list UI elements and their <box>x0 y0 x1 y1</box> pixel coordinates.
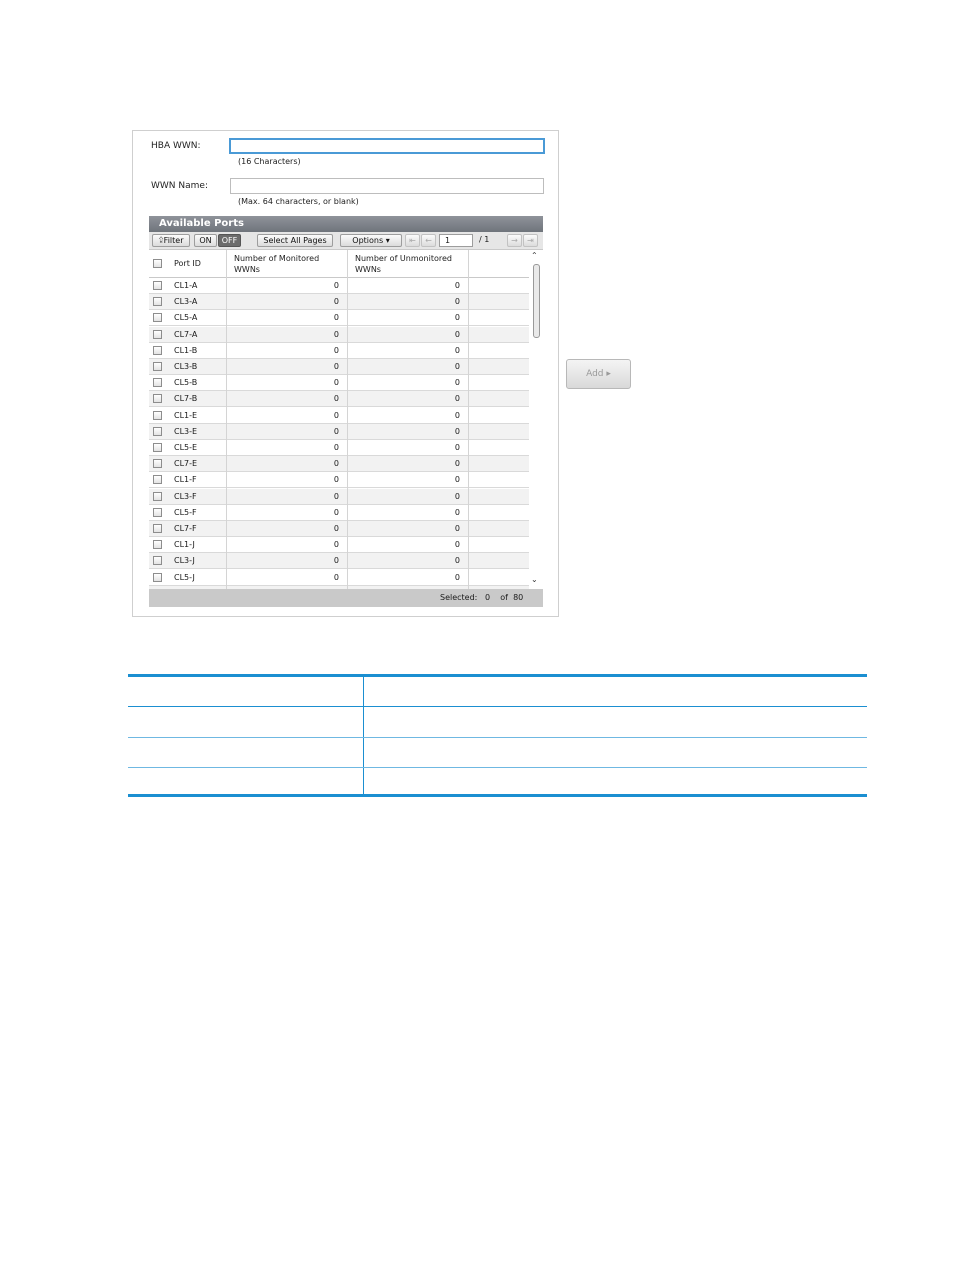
add-wwn-panel <box>132 130 559 617</box>
table-row[interactable] <box>149 537 529 553</box>
hba-wwn-label: HBA WWN: <box>151 141 201 151</box>
table-row[interactable] <box>149 489 529 505</box>
table-row[interactable] <box>149 294 529 310</box>
unmonitored-wwns-cell: 0 <box>454 443 460 452</box>
row-checkbox[interactable] <box>153 508 162 517</box>
unmonitored-wwns-cell: 0 <box>454 540 460 550</box>
table-row[interactable] <box>149 408 529 424</box>
monitored-wwns-cell: 0 <box>333 556 339 566</box>
row-checkbox[interactable] <box>153 427 162 436</box>
table-row[interactable] <box>149 456 529 472</box>
row-checkbox[interactable] <box>153 540 162 549</box>
wwn-name-label: WWN Name: <box>151 181 208 191</box>
unmonitored-wwns-cell: 0 <box>454 426 460 436</box>
port-id-cell: CL5-B <box>174 378 198 388</box>
selected-value: 0 <box>485 593 491 602</box>
add-button[interactable] <box>566 359 631 389</box>
monitored-wwns-cell: 0 <box>333 426 339 436</box>
description-table <box>128 674 867 797</box>
table-row[interactable] <box>149 472 529 488</box>
monitored-wwns-cell: 0 <box>333 459 339 469</box>
table-row[interactable] <box>149 310 529 326</box>
table-row-divider <box>128 737 867 738</box>
wwn-name-hint: (Max. 64 characters, or blank) <box>238 197 359 206</box>
monitored-wwns-cell: 0 <box>333 410 339 420</box>
port-id-cell: CL5-A <box>174 313 198 323</box>
table-row[interactable] <box>149 570 529 586</box>
wwn-name-input[interactable] <box>230 178 544 194</box>
monitored-wwns-cell: 0 <box>333 297 339 307</box>
monitored-wwns-cell: 0 <box>333 491 339 501</box>
column-port-id[interactable]: Port ID <box>174 259 201 268</box>
table-row[interactable] <box>149 343 529 359</box>
port-id-cell: CL7-B <box>174 394 198 404</box>
column-divider <box>468 250 469 589</box>
port-id-cell: CL1-F <box>174 475 197 485</box>
monitored-wwns-cell: 0 <box>333 281 339 290</box>
monitored-wwns-cell: 0 <box>333 507 339 517</box>
add-button-label: Add <box>586 369 604 379</box>
ports-table-footer <box>149 589 543 607</box>
last-page-icon[interactable]: ⇥ <box>523 234 538 247</box>
table-row[interactable] <box>149 440 529 456</box>
table-row[interactable] <box>149 359 529 375</box>
monitored-wwns-cell: 0 <box>333 572 339 582</box>
unmonitored-wwns-cell: 0 <box>454 572 460 582</box>
unmonitored-wwns-cell: 0 <box>454 345 460 355</box>
unmonitored-wwns-cell: 0 <box>454 378 460 388</box>
unmonitored-wwns-cell: 0 <box>454 507 460 517</box>
first-page-icon[interactable]: ⇤ <box>405 234 420 247</box>
options-button-label: Options <box>352 236 384 245</box>
unmonitored-wwns-cell: 0 <box>454 362 460 371</box>
monitored-wwns-cell: 0 <box>333 362 339 371</box>
row-checkbox[interactable] <box>153 443 162 452</box>
page-number-input[interactable]: 1 <box>439 234 473 247</box>
table-column-divider <box>363 677 364 794</box>
port-id-cell: CL1-J <box>174 540 195 550</box>
scroll-thumb[interactable] <box>533 264 540 338</box>
column-monitored-wwns[interactable]: Number of Monitored WWNs <box>234 254 320 274</box>
row-checkbox[interactable] <box>153 411 162 420</box>
unmonitored-wwns-cell: 0 <box>454 459 460 469</box>
unmonitored-wwns-cell: 0 <box>454 329 460 339</box>
monitored-wwns-cell: 0 <box>333 443 339 452</box>
table-row[interactable] <box>149 521 529 537</box>
ports-table-header <box>149 250 529 278</box>
select-all-pages-button[interactable]: Select All Pages <box>257 234 333 247</box>
hba-wwn-hint: (16 Characters) <box>238 157 301 166</box>
table-header-divider <box>128 706 867 707</box>
monitored-wwns-cell: 0 <box>333 394 339 404</box>
row-checkbox[interactable] <box>153 281 162 290</box>
filter-on-toggle[interactable]: ON <box>194 234 217 247</box>
column-divider <box>347 250 348 589</box>
options-button[interactable] <box>340 234 402 247</box>
of-label: of <box>500 593 508 602</box>
monitored-wwns-cell: 0 <box>333 329 339 339</box>
unmonitored-wwns-cell: 0 <box>454 475 460 485</box>
caret-down-icon: ▾ <box>385 236 390 245</box>
column-divider <box>226 250 227 589</box>
port-id-cell: CL3-J <box>174 556 195 566</box>
monitored-wwns-cell: 0 <box>333 345 339 355</box>
column-unmonitored-wwns[interactable]: Number of Unmonitored WWNs <box>355 254 452 274</box>
unmonitored-wwns-cell: 0 <box>454 394 460 404</box>
row-checkbox[interactable] <box>153 378 162 387</box>
filter-off-toggle[interactable]: OFF <box>218 234 241 247</box>
table-row[interactable] <box>149 327 529 343</box>
port-id-cell: CL5-J <box>174 572 195 582</box>
next-page-icon[interactable]: → <box>507 234 522 247</box>
port-id-cell: CL7-F <box>174 524 197 533</box>
hba-wwn-input[interactable] <box>229 138 545 154</box>
row-checkbox[interactable] <box>153 459 162 468</box>
row-checkbox[interactable] <box>153 556 162 565</box>
ports-table-scrollbar[interactable] <box>529 250 543 589</box>
selected-count <box>440 589 523 607</box>
port-id-cell: CL3-E <box>174 426 198 436</box>
port-id-cell: CL5-F <box>174 507 197 517</box>
port-id-cell: CL7-E <box>174 459 198 469</box>
port-id-cell: CL1-A <box>174 281 198 290</box>
ports-table <box>149 250 529 589</box>
row-checkbox[interactable] <box>153 524 162 533</box>
table-row[interactable] <box>149 424 529 440</box>
port-id-cell: CL5-E <box>174 443 198 452</box>
table-row-divider <box>128 767 867 768</box>
port-id-cell: CL3-F <box>174 491 197 501</box>
available-ports-title: Available Ports <box>149 216 543 232</box>
table-row[interactable] <box>149 505 529 521</box>
scroll-up-icon[interactable]: ⌃ <box>531 251 538 260</box>
filter-button[interactable] <box>152 234 190 247</box>
monitored-wwns-cell: 0 <box>333 475 339 485</box>
row-checkbox[interactable] <box>153 492 162 501</box>
filter-button-label: Filter <box>163 236 184 245</box>
double-chevron-up-icon: ⮸ <box>158 236 164 245</box>
row-checkbox[interactable] <box>153 475 162 484</box>
row-checkbox[interactable] <box>153 297 162 306</box>
table-row[interactable] <box>149 553 529 569</box>
unmonitored-wwns-cell: 0 <box>454 556 460 566</box>
unmonitored-wwns-cell: 0 <box>454 524 460 533</box>
port-id-cell: CL7-A <box>174 329 198 339</box>
table-row[interactable] <box>149 278 529 294</box>
available-ports-toolbar <box>149 232 543 250</box>
row-checkbox[interactable] <box>153 362 162 371</box>
row-checkbox[interactable] <box>153 573 162 582</box>
row-checkbox[interactable] <box>153 313 162 322</box>
unmonitored-wwns-cell: 0 <box>454 491 460 501</box>
port-id-cell: CL1-B <box>174 345 198 355</box>
table-row[interactable] <box>149 391 529 407</box>
row-checkbox[interactable] <box>153 346 162 355</box>
monitored-wwns-cell: 0 <box>333 524 339 533</box>
arrow-right-icon: ▸ <box>606 369 611 379</box>
monitored-wwns-cell: 0 <box>333 540 339 550</box>
page-total: / 1 <box>479 235 490 244</box>
monitored-wwns-cell: 0 <box>333 313 339 323</box>
unmonitored-wwns-cell: 0 <box>454 281 460 290</box>
port-id-cell: CL3-A <box>174 297 198 307</box>
scroll-down-icon[interactable]: ⌄ <box>531 575 538 584</box>
select-all-checkbox[interactable] <box>153 259 162 268</box>
port-id-cell: CL1-E <box>174 410 198 420</box>
row-checkbox[interactable] <box>153 394 162 403</box>
total-count: 80 <box>513 593 524 602</box>
monitored-wwns-cell: 0 <box>333 378 339 388</box>
row-checkbox[interactable] <box>153 330 162 339</box>
previous-page-icon[interactable]: ← <box>421 234 436 247</box>
port-id-cell: CL3-B <box>174 362 198 371</box>
table-row[interactable] <box>149 375 529 391</box>
unmonitored-wwns-cell: 0 <box>454 313 460 323</box>
unmonitored-wwns-cell: 0 <box>454 410 460 420</box>
selected-label: Selected: <box>440 593 478 602</box>
unmonitored-wwns-cell: 0 <box>454 297 460 307</box>
